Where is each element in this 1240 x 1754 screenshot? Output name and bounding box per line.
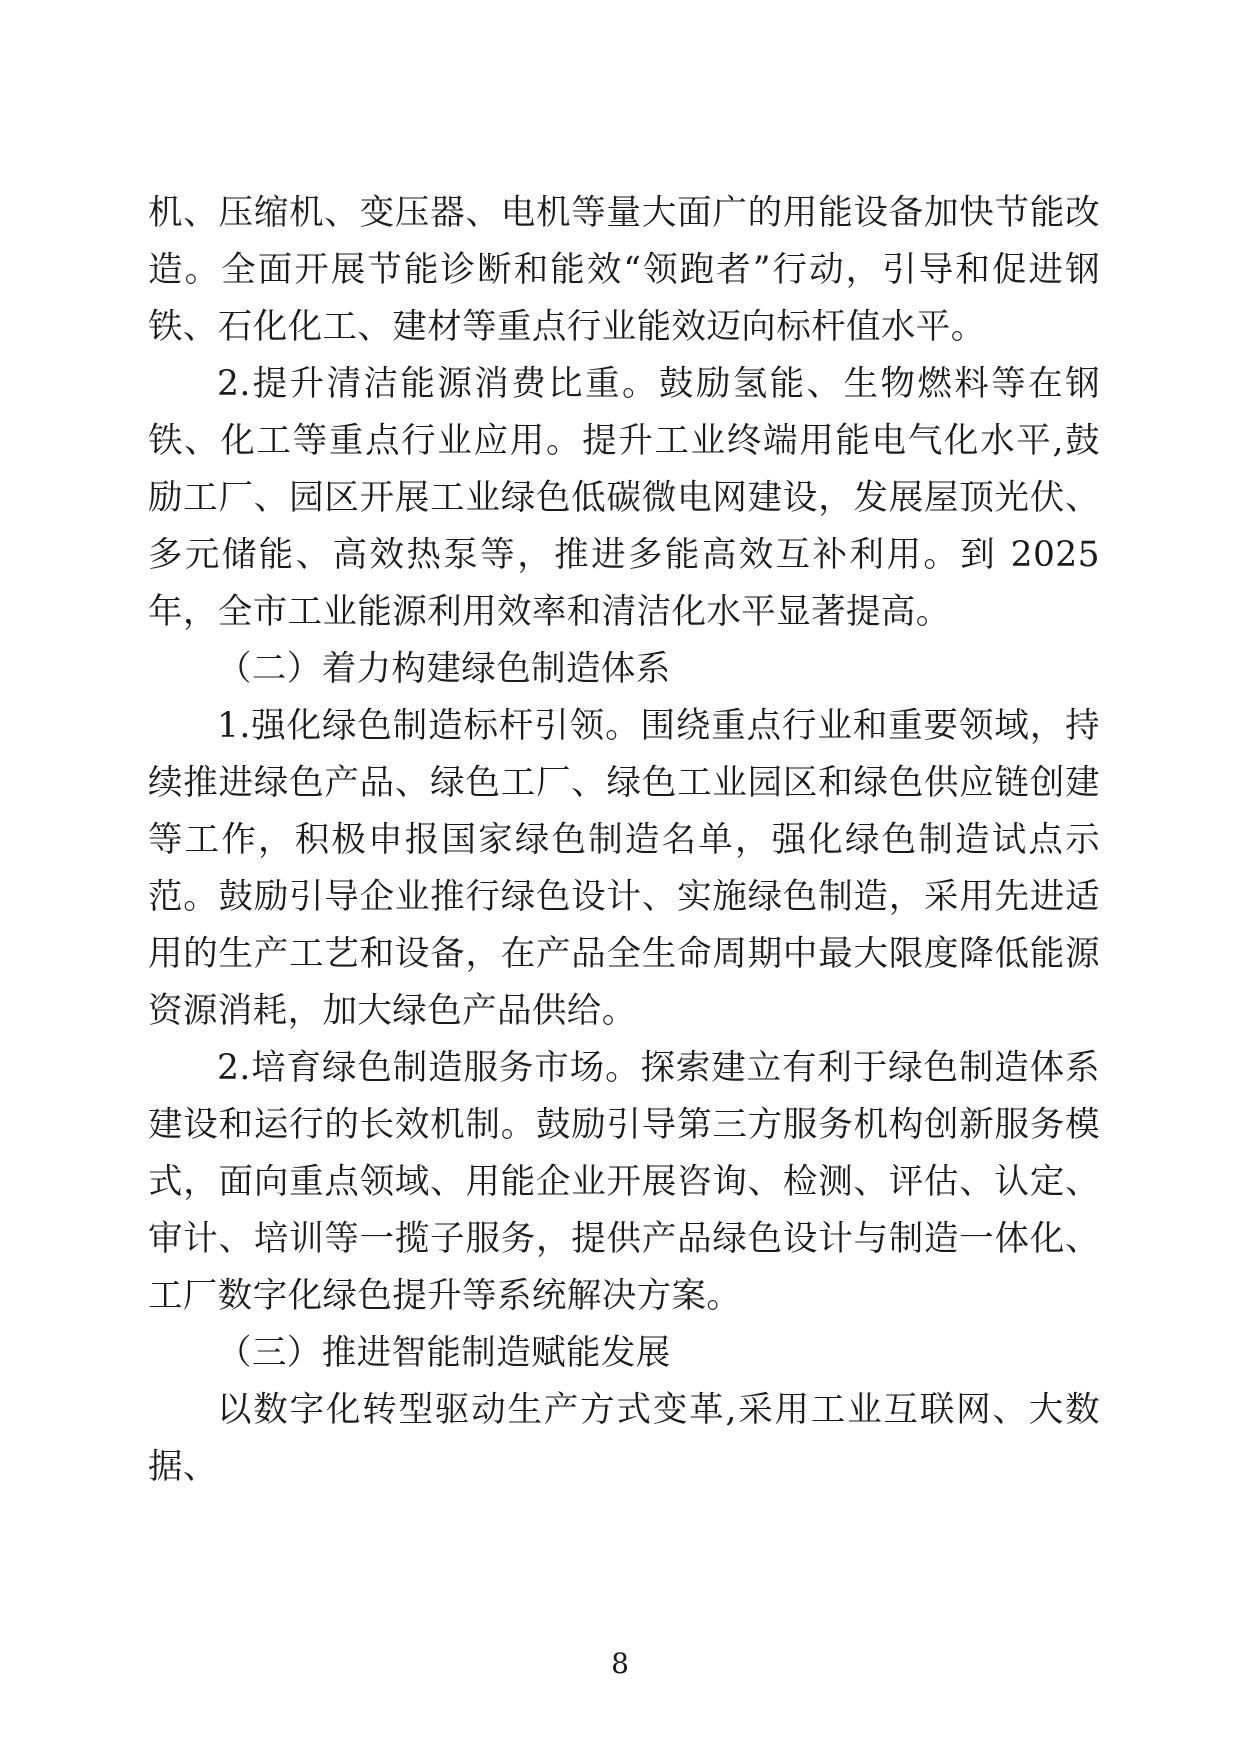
paragraph: 2.提升清洁能源消费比重。鼓励氢能、生物燃料等在钢铁、化工等重点行业应用。提升工业终端用能电气化水平,鼓励工厂、园区开展工业绿色低碳微电网建设，发展屋顶光伏、多元储能、高效热泵等，推进多能高效互补利用。到 2025 年，全市工业能源利用效率和清洁化水平显著提高。 — [148, 364, 1100, 632]
paragraph: 机、压缩机、变压器、电机等量大面广的用能设备加快节能改造。全面开展节能诊断和能效“领跑者”行动，引导和促进钢铁、石化化工、建材等重点行业能效迈向标杆值水平。 — [148, 193, 1100, 347]
page-number: 8 — [611, 1647, 629, 1680]
paragraph: 2.培育绿色制造服务市场。探索建立有利于绿色制造体系建设和运行的长效机制。鼓励引导第三方服务机构创新服务模式，面向重点领域、用能企业开展咨询、检测、评估、认定、审计、培训等一揽子服务，提供产品绿色设计与制造一体化、工厂数字化绿色提升等系统解决方案。 — [148, 1048, 1100, 1316]
document-body — [148, 185, 1100, 1496]
paragraph: 以数字化转型驱动生产方式变革,采用工业互联网、大数据、 — [148, 1390, 1100, 1487]
section-heading: （三）推进智能制造赋能发展 — [217, 1333, 671, 1373]
paragraph: 1.强化绿色制造标杆引领。围绕重点行业和重要领域，持续推进绿色产品、绿色工厂、绿色工业园区和绿色供应链创建等工作，积极申报国家绿色制造名单，强化绿色制造试点示范。鼓励引导企业推行绿色设计、实施绿色制造，采用先进适用的生产工艺和设备，在产品全生命周期中最大限度降低能源资源消耗，加大绿色产品供给。 — [148, 706, 1100, 1031]
section-heading: （二）着力构建绿色制造体系 — [217, 649, 671, 689]
